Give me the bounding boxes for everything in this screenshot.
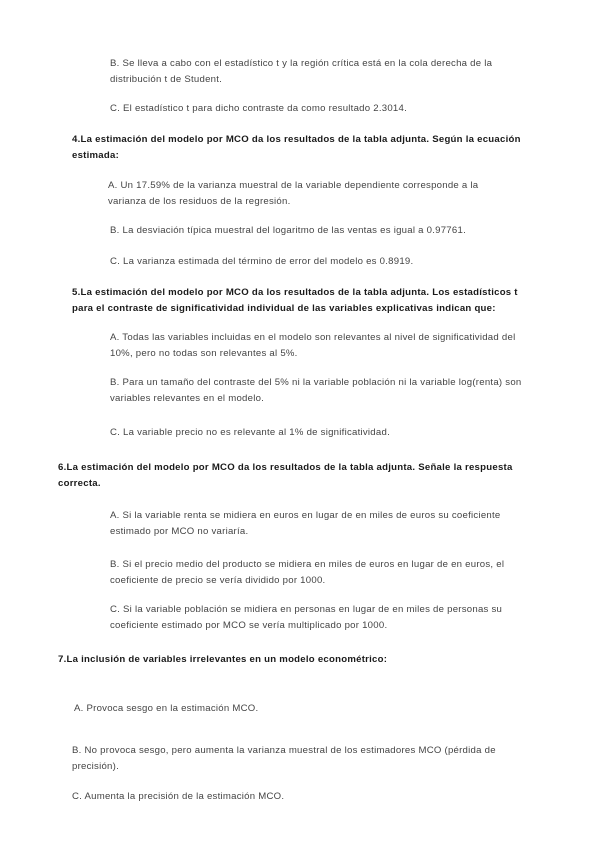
q4-option-c: C. La varianza estimada del término de error del modelo es 0.8919. xyxy=(110,256,414,267)
q5-option-b: B. Para un tamaño del contraste del 5% ni la variable población ni la variable log(renta) son variables relevantes en el modelo. xyxy=(110,377,522,404)
q6-option-c: C. Si la variable población se midiera en personas en lugar de en miles de personas su coeficiente estimado por MCO se vería multiplicado por 1000. xyxy=(110,604,503,631)
q7-option-a: A. Provoca sesgo en la estimación MCO. xyxy=(74,703,259,714)
q4-option-b: B. La desviación típica muestral del logaritmo de las ventas es igual a 0.97761. xyxy=(110,225,466,236)
q5-option-a: A. Todas las variables incluidas en el modelo son relevantes al nivel de significatividad del 10%, pero no todas son relevantes al 5%. xyxy=(110,332,516,359)
q7-option-b: B. No provoca sesgo, pero aumenta la varianza muestral de los estimadores MCO (pérdida de precisión). xyxy=(72,745,496,772)
question-7: 7.La inclusión de variables irrelevantes en un modelo econométrico: xyxy=(58,654,388,665)
question-4: 4.La estimación del modelo por MCO da los resultados de la tabla adjunta. Según la ecuación estimada: xyxy=(72,134,521,161)
q6-option-b: B. Si el precio medio del producto se midiera en miles de euros en lugar de en euros, el coeficiente de precio se vería dividido por 1000. xyxy=(110,559,505,586)
question-6: 6.La estimación del modelo por MCO da los resultados de la tabla adjunta. Señale la respuesta correcta. xyxy=(58,462,513,489)
q3-option-c: C. El estadístico t para dicho contraste da como resultado 2.3014. xyxy=(110,103,408,114)
q6-option-a: A. Si la variable renta se midiera en euros en lugar de en miles de euros su coeficiente estimado por MCO no variaría. xyxy=(110,510,501,537)
question-5: 5.La estimación del modelo por MCO da los resultados de la tabla adjunta. Los estadísticos t para el contraste de significatividad individual de las variables explicativas indican que: xyxy=(72,287,518,314)
q3-option-b: B. Se lleva a cabo con el estadístico t y la región crítica está en la cola derecha de la distribución t de Student. xyxy=(110,58,493,85)
q4-option-a: A. Un 17.59% de la varianza muestral de la variable dependiente corresponde a la varianza de los residuos de la regresión. xyxy=(108,180,479,207)
q5-option-c: C. La variable precio no es relevante al 1% de significatividad. xyxy=(110,427,390,438)
q7-option-c: C. Aumenta la precisión de la estimación MCO. xyxy=(72,791,285,802)
